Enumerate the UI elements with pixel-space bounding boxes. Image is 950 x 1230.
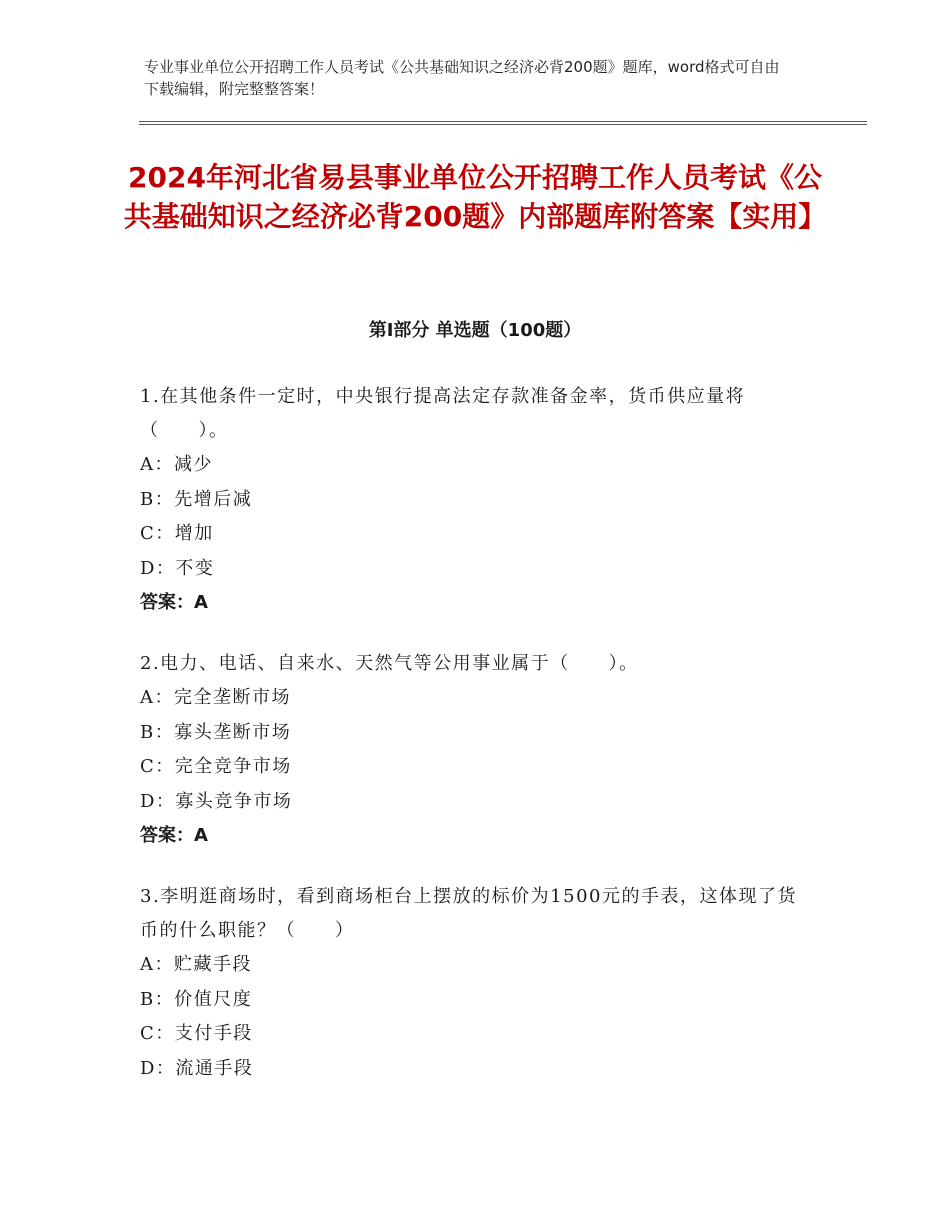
answer-label: 答案：A bbox=[140, 592, 208, 613]
option-a: A：完全垄断市场 bbox=[140, 687, 291, 708]
option-d: D：流通手段 bbox=[140, 1057, 254, 1079]
question-list bbox=[140, 380, 810, 1113]
option-c: C：支付手段 bbox=[140, 1023, 253, 1044]
option-a: A：减少 bbox=[140, 454, 213, 475]
question-stem: 2.电力、电话、自来水、天然气等公用事业属于（ ）。 bbox=[140, 653, 639, 674]
question-1 bbox=[140, 380, 810, 620]
option-b: B：价值尺度 bbox=[140, 988, 253, 1010]
document-title: 2024年河北省易县事业单位公开招聘工作人员考试《公共基础知识之经济必背200题》内部题库附答案【实用】 bbox=[123, 161, 827, 233]
section-heading: 第I部分 单选题（100题） bbox=[368, 320, 582, 341]
option-a: A：贮藏手段 bbox=[140, 954, 252, 975]
question-3 bbox=[140, 880, 810, 1086]
option-c: C：完全竞争市场 bbox=[140, 756, 292, 777]
header-text: 专业事业单位公开招聘工作人员考试《公共基础知识之经济必背200题》题库，word格式可自由下载编辑，附完整整答案！ bbox=[144, 58, 780, 98]
question-stem: 1.在其他条件一定时，中央银行提高法定存款准备金率，货币供应量将（ ）。 bbox=[140, 386, 746, 441]
option-d: D：寡头竞争市场 bbox=[140, 790, 293, 812]
option-c: C：增加 bbox=[140, 523, 214, 544]
option-d: D：不变 bbox=[140, 557, 215, 579]
option-b: B：先增后减 bbox=[140, 488, 253, 510]
header-divider bbox=[139, 121, 867, 125]
question-2 bbox=[140, 647, 810, 853]
page-header bbox=[144, 56, 784, 100]
option-b: B：寡头垄断市场 bbox=[140, 721, 292, 743]
answer-label: 答案：A bbox=[140, 825, 208, 846]
question-stem: 3.李明逛商场时，看到商场柜台上摆放的标价为1500元的手表，这体现了货币的什么职能？（ ） bbox=[140, 886, 797, 941]
